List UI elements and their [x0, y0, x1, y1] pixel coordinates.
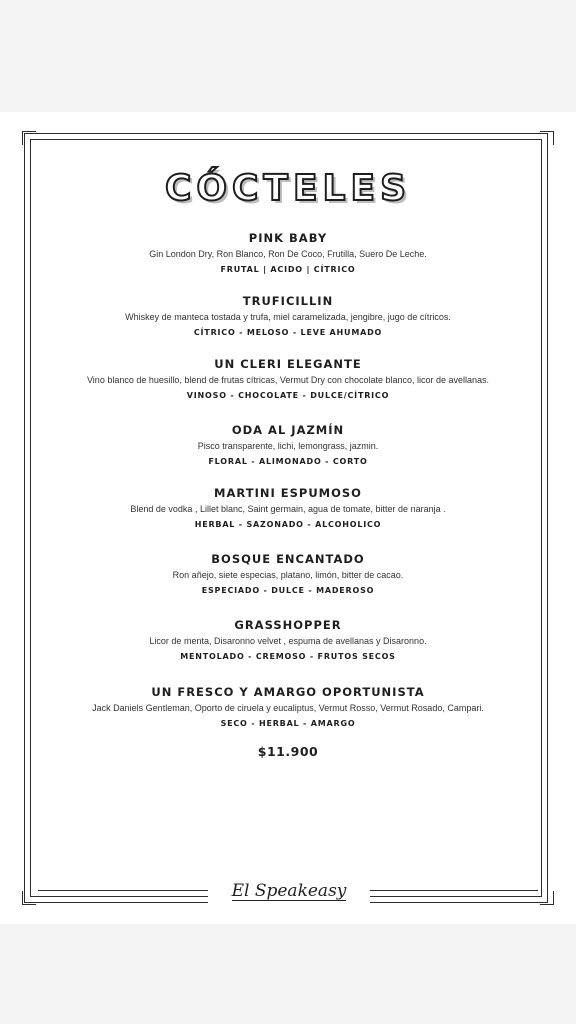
- cocktail-name: ODA AL JAZMÍN: [231, 423, 345, 437]
- cocktail-name: GRASSHOPPER: [234, 618, 342, 632]
- cocktail-item: [40, 230, 536, 278]
- price-label: $11.900: [257, 744, 319, 759]
- cocktail-name: TRUFICILLIN: [242, 294, 334, 308]
- cocktail-tags: MENTOLADO - CREMOSO - FRUTOS SECOS: [180, 652, 396, 661]
- cocktail-item: [40, 293, 536, 341]
- corner-ornament: [540, 891, 554, 905]
- corner-ornament: [540, 131, 554, 145]
- cocktail-description: Jack Daniels Gentleman, Oporto de ciruela y eucaliptus, Vermut Rosso, Vermut Rosado, Campari.: [92, 703, 484, 713]
- cocktail-description: Pisco transparente, lichi, lemongrass, jazmin.: [197, 441, 379, 451]
- brand-logo-text: El Speakeasy: [231, 880, 347, 901]
- cocktail-description: Licor de menta, Disaronno velvet , espuma de avellanas y Disaronno.: [149, 636, 427, 646]
- cocktail-tags: FRUTAL | ACIDO | CÍTRICO: [220, 265, 356, 274]
- footer-divider-right: [370, 890, 538, 891]
- cocktail-name: UN FRESCO Y AMARGO OPORTUNISTA: [151, 685, 425, 699]
- cocktail-description: Blend de vodka , Lillet blanc, Saint germain, agua de tomate, bitter de naranja .: [130, 504, 446, 514]
- cocktail-name: MARTINI ESPUMOSO: [214, 486, 362, 500]
- cocktail-description: Ron añejo, siete especias, platano, limón, bitter de cacao.: [172, 570, 404, 580]
- cocktail-item: [40, 422, 536, 470]
- menu-page: [0, 112, 576, 924]
- cocktail-item: [40, 684, 536, 732]
- cocktail-description: Gin London Dry, Ron Blanco, Ron De Coco, Frutilla, Suero De Leche.: [149, 249, 427, 259]
- cocktail-description: Vino blanco de huesillo, blend de frutas cítricas, Vermut Dry con chocolate blanco, licor de avellanas.: [86, 375, 490, 385]
- corner-ornament: [22, 131, 36, 145]
- cocktail-name: UN CLERI ELEGANTE: [214, 357, 362, 371]
- cocktail-tags: VINOSO - CHOCOLATE - DULCE/CÍTRICO: [186, 391, 390, 400]
- cocktail-tags: HERBAL - SAZONADO - ALCOHOLICO: [194, 520, 382, 529]
- cocktail-description: Whiskey de manteca tostada y trufa, miel caramelizada, jengibre, jugo de cítricos.: [125, 312, 451, 322]
- cocktail-name: PINK BABY: [248, 231, 328, 245]
- cocktail-item: [40, 617, 536, 665]
- cocktail-item: [40, 356, 536, 404]
- cocktail-tags: FLORAL - ALIMONADO - CORTO: [208, 457, 368, 466]
- cocktail-item: [40, 485, 536, 533]
- cocktail-item: [40, 551, 536, 599]
- corner-ornament: [22, 891, 36, 905]
- menu-title: CÓCTELES: [164, 168, 412, 209]
- cocktail-tags: SECO - HERBAL - AMARGO: [220, 719, 356, 728]
- footer-divider-left: [38, 890, 208, 891]
- brand-logo: [208, 868, 370, 914]
- cocktail-tags: CÍTRICO - MELOSO - LEVE AHUMADO: [193, 328, 383, 337]
- cocktail-list: [40, 230, 536, 759]
- cocktail-name: BOSQUE ENCANTADO: [211, 552, 365, 566]
- cocktail-tags: ESPECIADO - DULCE - MADEROSO: [201, 586, 375, 595]
